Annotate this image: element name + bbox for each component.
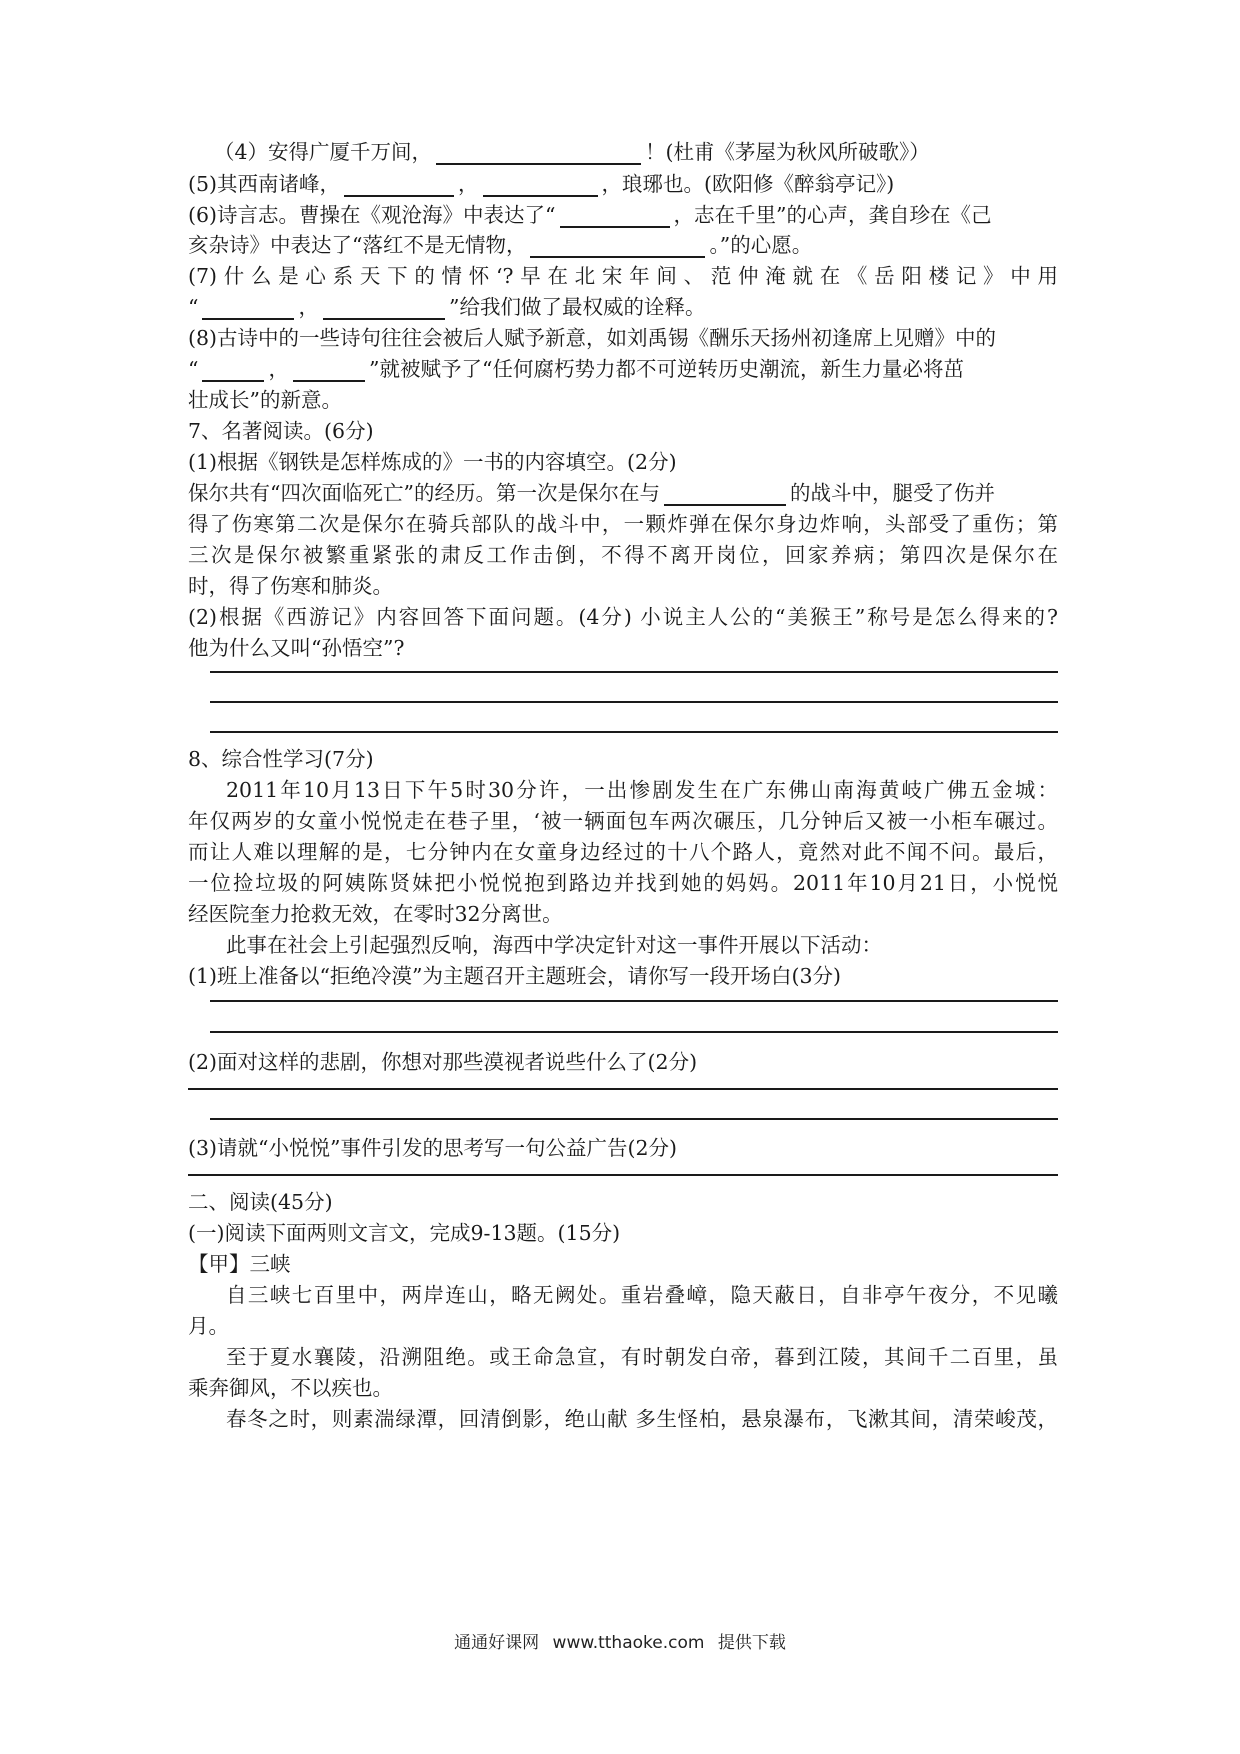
q5-line bbox=[188, 167, 1058, 201]
q8-fill-text: ”就被赋予了“任何腐朽势力都不可逆转历史潮流，新生力量必将茁 bbox=[368, 357, 964, 381]
q7-para-line-1 bbox=[188, 476, 1058, 510]
q8-para-line-5: 经医院奎力抢救无效，在零时32分离世。 bbox=[188, 902, 563, 926]
q7-comma: ， bbox=[298, 295, 319, 319]
q7-fill-line-2 bbox=[188, 290, 1058, 324]
q7-para-text-2: 的战斗中，腿受了伤并 bbox=[789, 481, 995, 505]
q8-sub2: (2)面对这样的悲剧，你想对那些漠视者说些什么了(2分) bbox=[188, 1050, 698, 1074]
part2-p3-line-1: 春冬之时，则素湍绿潭，回清倒影，绝山献 多生怪柏，悬泉瀑布，飞漱其间，清荣峻茂， bbox=[226, 1407, 1058, 1431]
answer-line[interactable] bbox=[188, 1088, 1058, 1090]
page-footer bbox=[0, 1628, 1240, 1653]
q7-sub2-line-1: (2)根据《西游记》内容回答下面问题。(4分) 小说主人公的“美猴王”称号是怎么得来的? bbox=[188, 605, 1058, 629]
q7-quote-open: “ bbox=[188, 295, 199, 319]
part2-p1-line-2: 月。 bbox=[188, 1314, 229, 1338]
q4-line bbox=[214, 135, 1084, 169]
q4-blank[interactable] bbox=[436, 141, 641, 165]
q5-blank-1[interactable] bbox=[344, 173, 454, 197]
q8-para2: 此事在社会上引起强烈反响，海西中学决定针对这一事件开展以下活动： bbox=[226, 933, 882, 957]
q8-fill-line-2 bbox=[188, 352, 1058, 386]
q6-blank-2[interactable] bbox=[530, 234, 705, 258]
q7-fill-text: ”给我们做了最权威的诠释。 bbox=[448, 295, 706, 319]
q7-sub2-line-2: 他为什么又叫“孙悟空”? bbox=[188, 636, 405, 660]
q6-text-4: 。”的心愿。 bbox=[709, 233, 813, 257]
footer-tail: 提供下载 bbox=[717, 1633, 786, 1653]
q8-heading: 8、综合性学习(7分) bbox=[188, 747, 374, 771]
q7-sub1: (1)根据《钢铁是怎样炼成的》一书的内容填空。(2分) bbox=[188, 450, 677, 474]
q8-quote-open: “ bbox=[188, 357, 199, 381]
q7-blank-2[interactable] bbox=[323, 296, 445, 320]
q7-fill-line-1: (7)什么是心系天下的情怀‘?早在北宋年间、范仲淹就在《岳阳楼记》中用 bbox=[188, 264, 1058, 288]
q7-para-line-3: 三次是保尔被繁重紧张的肃反工作击倒，不得不离开岗位，回家养病；第四次是保尔在 bbox=[188, 543, 1058, 567]
q7-heading: 7、名著阅读。(6分) bbox=[188, 419, 374, 443]
answer-line[interactable] bbox=[210, 671, 1058, 673]
q5-text: (5)其西南诸峰， bbox=[188, 172, 341, 196]
q8-fill-line-3: 壮成长”的新意。 bbox=[188, 388, 342, 412]
q6-text-3: 亥杂诗》中表达了“落红不是无情物， bbox=[188, 233, 527, 257]
q6-text-2: ，志在千里”的心声，龚自珍在《己 bbox=[673, 203, 992, 227]
part2-p2-line-1: 至于夏水襄陵，沿溯阻绝。或王命急宣，有时朝发白帝，暮到江陵，其间千二百里，虽 bbox=[226, 1345, 1058, 1369]
q6-text-1: (6)诗言志。曹操在《观沧海》中表达了“ bbox=[188, 203, 556, 227]
answer-line[interactable] bbox=[210, 1000, 1058, 1002]
part2-heading: 二、阅读(45分) bbox=[188, 1190, 333, 1214]
q8-blank-1[interactable] bbox=[202, 358, 264, 382]
q8-fill-line-1: (8)古诗中的一些诗句往往会被后人赋予新意，如刘禹锡《酬乐天扬州初逢席上见赠》中的 bbox=[188, 326, 997, 350]
q8-blank-2[interactable] bbox=[293, 358, 365, 382]
q6-line-2 bbox=[188, 228, 1058, 262]
part2-p2-line-2: 乘奔御风，不以疾也。 bbox=[188, 1376, 393, 1400]
answer-line[interactable] bbox=[188, 1174, 1058, 1176]
q4-text: （4）安得广厦千万间， bbox=[214, 140, 433, 164]
q8-comma: ， bbox=[268, 357, 289, 381]
answer-line[interactable] bbox=[210, 701, 1058, 703]
q7-para-text-1: 保尔共有“四次面临死亡”的经历。第一次是保尔在与 bbox=[188, 481, 660, 505]
q5-source: ，琅琊也。(欧阳修《醉翁亭记》) bbox=[601, 172, 895, 196]
q8-para-line-2: 年仅两岁的女童小悦悦走在巷子里，‘被一辆面包车两次碾压，几分钟后又被一小柜车碾过。 bbox=[188, 809, 1058, 833]
part2-p1-line-1: 自三峡七百里中，两岸连山，略无阙处。重岩叠嶂，隐天蔽日，自非亭午夜分，不见曦 bbox=[226, 1283, 1058, 1307]
q8-para-line-4: 一位捡垃圾的阿姨陈贤妹把小悦悦抱到路边并找到她的妈妈。2011年10月21日，小悦悦 bbox=[188, 871, 1058, 895]
q5-comma: ， bbox=[458, 172, 479, 196]
q7-para-line-2: 得了伤寒第二次是保尔在骑兵部队的战斗中，一颗炸弹在保尔身边炸响，头部受了重伤；第 bbox=[188, 512, 1058, 536]
answer-line[interactable] bbox=[210, 1118, 1058, 1120]
q7-para-blank[interactable] bbox=[664, 482, 786, 506]
q6-blank-1[interactable] bbox=[560, 204, 670, 228]
part2-sub: (一)阅读下面两则文言文，完成9-13题。(15分) bbox=[188, 1221, 621, 1245]
answer-line[interactable] bbox=[210, 1031, 1058, 1033]
part2-title: 【甲】三峡 bbox=[188, 1252, 291, 1276]
q8-para-line-1: 2011年10月13日下午5时30分许，一出惨剧发生在广东佛山南海黄岐广佛五金城： bbox=[226, 778, 1058, 802]
q7-para-line-4: 时，得了伤寒和肺炎。 bbox=[188, 574, 393, 598]
footer-site: 通通好课网 bbox=[454, 1633, 540, 1653]
q4-source: ！(杜甫《茅屋为秋风所破歌》） bbox=[645, 140, 930, 164]
q8-sub1: (1)班上准备以“拒绝冷漠”为主题召开主题班会，请你写一段开场白(3分) bbox=[188, 964, 842, 988]
q6-line-1 bbox=[188, 198, 1058, 232]
answer-line[interactable] bbox=[210, 731, 1058, 733]
footer-url[interactable]: www.tthaoke.com bbox=[552, 1633, 705, 1653]
q5-blank-2[interactable] bbox=[483, 173, 598, 197]
q8-para-line-3: 而让人难以理解的是，七分钟内在女童身边经过的十八个路人，竟然对此不闻不问。最后， bbox=[188, 840, 1058, 864]
q8-sub3: (3)请就“小悦悦”事件引发的思考写一句公益广告(2分) bbox=[188, 1136, 678, 1160]
q7-blank-1[interactable] bbox=[202, 296, 294, 320]
